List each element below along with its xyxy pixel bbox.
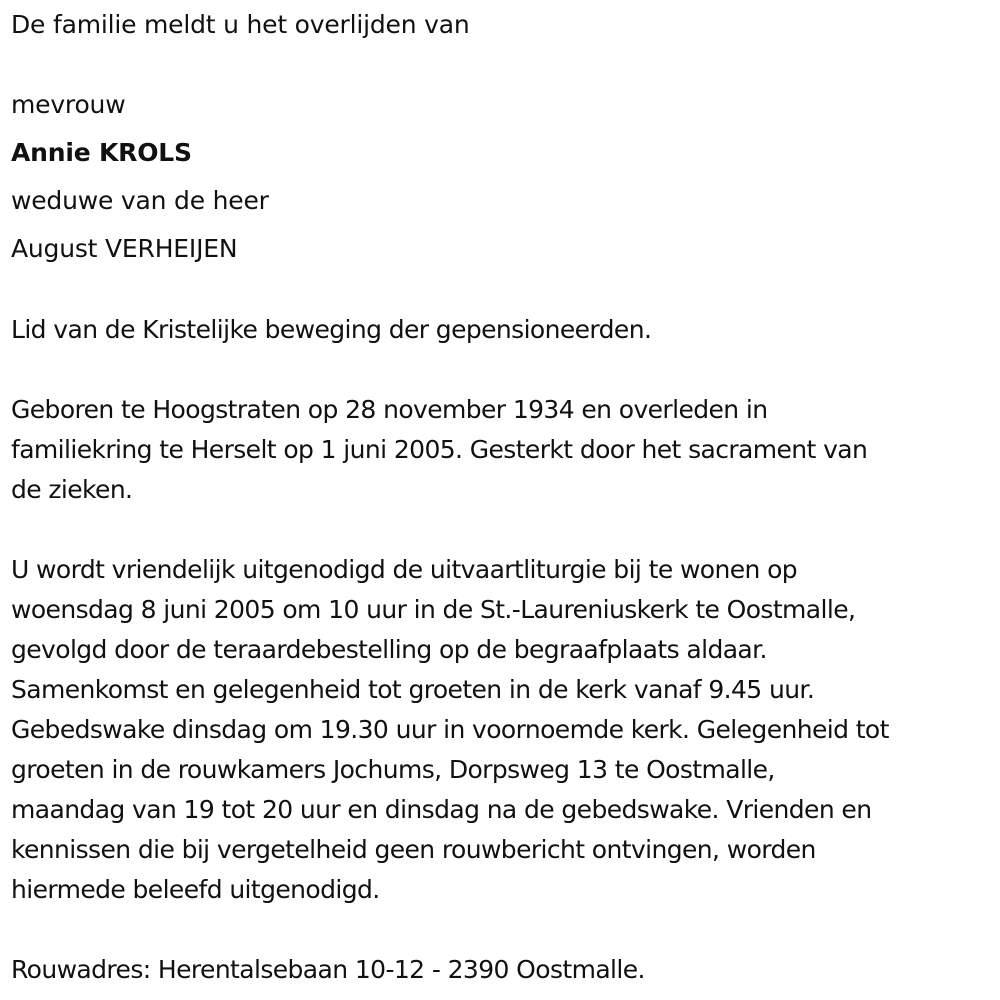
mourning-address: Rouwadres: Herentalsebaan 10-12 - 2390 Oostmalle. — [11, 955, 645, 984]
paragraph-line: de zieken. — [11, 475, 133, 504]
intro-text: De familie meldt u het overlijden van — [11, 10, 470, 39]
paragraph-line: groeten in de rouwkamers Jochums, Dorpsweg 13 te Oostmalle, — [11, 755, 775, 784]
paragraph-line: hiermede beleefd uitgenodigd. — [11, 875, 380, 904]
paragraph-line: kennissen die bij vergetelheid geen rouwbericht ontvingen, worden — [11, 835, 816, 864]
paragraph-line: gevolgd door de teraardebestelling op de begraafplaats aldaar. — [11, 635, 767, 664]
membership-text: Lid van de Kristelijke beweging der gepensioneerden. — [11, 315, 652, 344]
paragraph-line: familiekring te Herselt op 1 juni 2005. Gesterkt door het sacrament van — [11, 435, 868, 464]
paragraph-line: Gebedswake dinsdag om 19.30 uur in voornoemde kerk. Gelegenheid tot — [11, 715, 889, 744]
deceased-name: Annie KROLS — [11, 138, 192, 167]
spouse-name: August VERHEIJEN — [11, 234, 238, 263]
paragraph-line: U wordt vriendelijk uitgenodigd de uitvaartliturgie bij te wonen op — [11, 555, 798, 584]
paragraph-line: Samenkomst en gelegenheid tot groeten in de kerk vanaf 9.45 uur. — [11, 675, 815, 704]
paragraph-line: woensdag 8 juni 2005 om 10 uur in de St.-Laureniuskerk te Oostmalle, — [11, 595, 856, 624]
relation-text: weduwe van de heer — [11, 186, 269, 215]
paragraph-line: maandag van 19 tot 20 uur en dinsdag na de gebedswake. Vrienden en — [11, 795, 872, 824]
paragraph-line: Geboren te Hoogstraten op 28 november 1934 en overleden in — [11, 395, 768, 424]
honorific: mevrouw — [11, 90, 126, 119]
